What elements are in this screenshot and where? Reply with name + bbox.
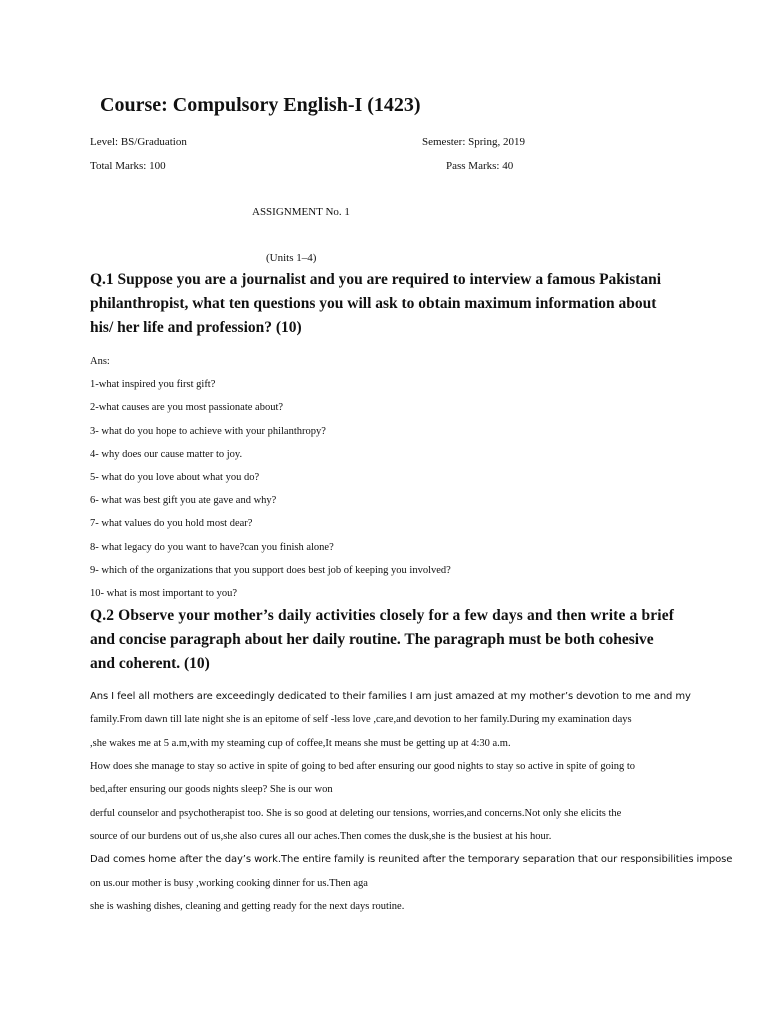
answer-item: 6- what was best gift you ate gave and why? [90,495,277,506]
paragraph-line: source of our burdens out of us,she also cures all our aches.Then comes the dusk,she is the busiest at his hour. [90,831,552,842]
paragraph-line: on us.our mother is busy ,working cooking dinner for us.Then aga [90,878,368,889]
paragraph-line: she is washing dishes, cleaning and getting ready for the next days routine. [90,901,405,912]
answer-item: 8- what legacy do you want to have?can you finish alone? [90,542,334,553]
total-marks-text: Total Marks: 100 [90,160,166,172]
paragraph-line: bed,after ensuring our goods nights sleep? She is our won [90,784,333,795]
question-2-line: Q.2 Observe your mother’s daily activities closely for a few days and then write a brief [90,607,675,624]
level-text: Level: BS/Graduation [90,136,187,148]
paragraph-line: derful counselor and psychotherapist too. She is so good at deleting our tensions, worries,and concerns.Not only she elicits the [90,808,622,819]
answer-item: 2-what causes are you most passionate about? [90,402,284,413]
answer-item: 5- what do you love about what you do? [90,472,260,483]
paragraph-line: family.From dawn till late night she is an epitome of self -less love ,care,and devotion to her family.During my examination days [90,714,632,725]
course-title: Course: Compulsory English-I (1423) [100,94,421,116]
question-2-line: and coherent. (10) [90,655,210,672]
question-1-line: philanthropist, what ten questions you will ask to obtain maximum information about [90,295,657,312]
answer-item: 10- what is most important to you? [90,588,237,599]
paragraph-line: Ans I feel all mothers are exceedingly dedicated to their families I am just amazed at my mother’s devotion to me and my [90,691,691,702]
question-1-line: his/ her life and profession? (10) [90,319,302,336]
answer-item: 3- what do you hope to achieve with your philanthropy? [90,426,326,437]
paragraph-line: Dad comes home after the day’s work.The entire family is reunited after the temporary separation that our responsibilities impose [90,854,733,865]
pass-marks-text: Pass Marks: 40 [446,160,514,172]
assignment-heading: ASSIGNMENT No. 1 [252,206,350,218]
units-text: (Units 1–4) [266,252,317,264]
question-2-line: and concise paragraph about her daily routine. The paragraph must be both cohesive [90,631,654,648]
answer-item: 1-what inspired you first gift? [90,379,216,390]
question-2 [90,604,690,676]
answer-label: Ans: [90,356,110,367]
question-1-line: Q.1 Suppose you are a journalist and you are required to interview a famous Pakistani [90,271,662,288]
semester-text: Semester: Spring, 2019 [422,136,525,148]
paragraph-line: How does she manage to stay so active in spite of going to bed after ensuring our good nights to stay so active in spite of going to [90,761,636,772]
answer-item: 7- what values do you hold most dear? [90,518,253,529]
answer-item: 9- which of the organizations that you support does best job of keeping you involved? [90,565,451,576]
answer-item: 4- why does our cause matter to joy. [90,449,243,460]
paragraph-line: ,she wakes me at 5 a.m,with my steaming cup of coffee,It means she must be getting up at 4:30 a.m. [90,738,511,749]
question-1 [90,268,690,340]
